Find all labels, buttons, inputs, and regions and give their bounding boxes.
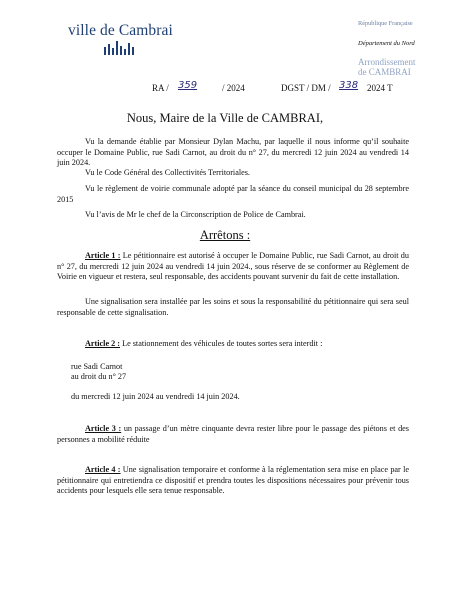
ra-number: 359 <box>178 80 198 91</box>
article-2-text: Le stationnement des véhicules de toutes sortes sera interdit : <box>120 339 323 348</box>
article-2-location-number: au droit du n° 27 <box>71 372 127 381</box>
article-4-label: Article 4 : <box>85 465 121 474</box>
article-1-text: Le pétitionnaire est autorisé à occuper le Domaine Public, rue Sadi Carnot, au droit du n° 27, du mercredi 12 juin 2024 au vendredi 14 juin 2024., sous réserve de se conformer au Règlement de Voirie en vigueur et restera, seul responsable, des accidents pouvant survenir du fait de cette installation. <box>57 251 409 282</box>
ra-label: RA / <box>152 83 169 93</box>
arretons-heading: Arrêtons : <box>199 228 251 242</box>
article-1-label: Article 1 : <box>85 251 121 260</box>
logo-text: ville de Cambrai <box>68 22 173 39</box>
article-1-signalisation: Une signalisation sera installée par les soins et sous la responsabilité du pétitionnaire qui sera seul responsable de cette signalisation. <box>57 297 409 317</box>
article-1 <box>57 251 409 283</box>
consideration-police: Vu l’avis de Mr le chef de la Circonscription de Police de Cambrai. <box>85 210 306 219</box>
article-2 <box>57 339 409 350</box>
article-3-text: un passage d’un mètre cinquante devra rester libre pour le passage des piétons et des personnes a mobilité réduite <box>57 424 409 444</box>
article-3-label: Article 3 : <box>85 424 122 433</box>
article-2-label: Article 2 : <box>85 339 121 348</box>
article-2-location-street: rue Sadi Carnot <box>71 362 123 371</box>
arrondissement-label <box>358 57 438 77</box>
article-4 <box>57 465 409 497</box>
dgst-year: 2024 T <box>367 83 393 93</box>
document-title: Nous, Maire de la Ville de CAMBRAI, <box>126 111 324 125</box>
city-skyline-icon <box>104 41 164 55</box>
consideration-code: Vu le Code Général des Collectivités Territoriales. <box>85 168 250 177</box>
consideration-demande: Vu la demande établie par Monsieur Dylan Machu, par laquelle il nous informe qu’il souhaite occuper le Domaine Public, rue Sadi Carnot, au droit du n° 27, du mercredi 12 juin 2024 au vendredi 14 juin 2024. <box>57 137 409 168</box>
departement-label: Département du Nord <box>358 40 415 47</box>
dgst-label: DGST / DM / <box>281 83 331 93</box>
consideration-reglement: Vu le règlement de voirie communale adopté par la séance du conseil municipal du 28 septembre 2015 <box>57 184 409 204</box>
dgst-number: 338 <box>339 80 359 91</box>
administrative-header <box>358 20 438 77</box>
article-3 <box>57 424 409 445</box>
city-logo <box>68 22 173 62</box>
arrondissement-line-2: de CAMBRAI <box>358 67 411 77</box>
arrondissement-line-1: Arrondissement <box>358 57 416 67</box>
article-4-text: Une signalisation temporaire et conforme à la réglementation sera mise en place par le pétitionnaire qui entretiendra ce dispositif et prendra toutes les dispositions nécessaires pour prévenir tous accidents pour lesquels elle sera tenue responsable. <box>57 465 409 496</box>
article-2-dates: du mercredi 12 juin 2024 au vendredi 14 juin 2024. <box>71 392 240 401</box>
ra-year: / 2024 <box>222 83 245 93</box>
republique-label: République Française <box>358 20 413 27</box>
